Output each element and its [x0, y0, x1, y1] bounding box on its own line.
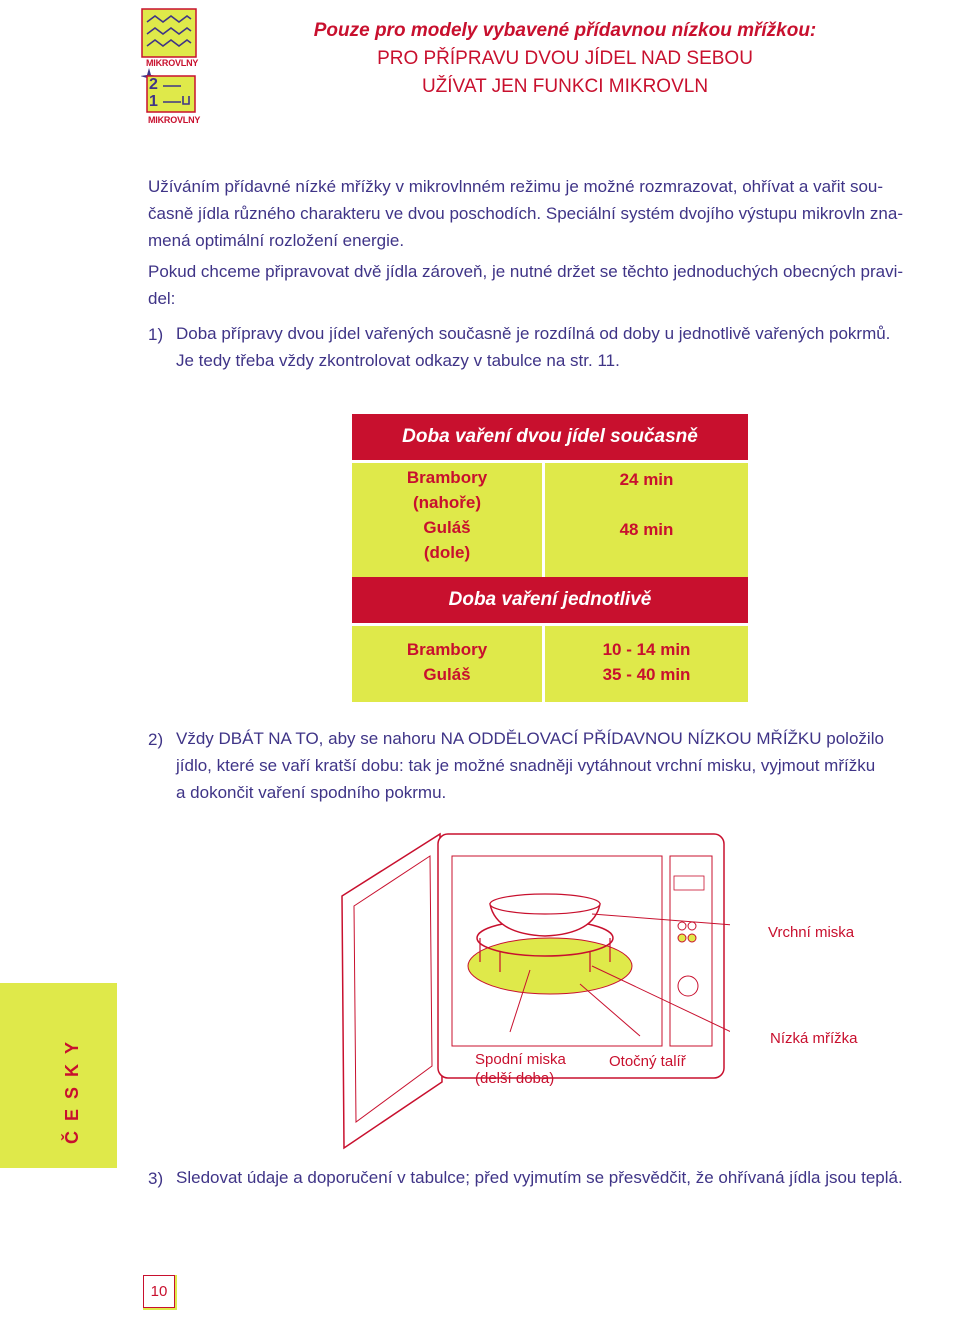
- table-cell-simultaneous-times: [545, 463, 748, 577]
- table-time: 48 min: [619, 520, 674, 539]
- item2-line3: a dokončit vaření spodního pokrmu.: [176, 783, 447, 802]
- page-number: 10: [143, 1275, 175, 1308]
- label-turntable: Otočný talíř: [609, 1053, 686, 1070]
- item3-number: 3): [148, 1169, 164, 1188]
- label-low-rack: Nízká mřížka: [770, 1030, 858, 1047]
- intro-line1: Užíváním přídavné nízké mřížky v mikrovlnném režimu je možné rozmrazovat, ohřívat a vařit sou-: [148, 177, 884, 196]
- item3-line1: Sledovat údaje a doporučení v tabulce; před vyjmutím se přesvědčit, že ohřívaná jídla jsou teplá.: [176, 1168, 903, 1187]
- two-level-mode-icon: [141, 66, 201, 130]
- icon-digit-1: 1: [149, 93, 158, 110]
- turntable: [468, 938, 632, 994]
- table-header-simultaneous: Doba vaření dvou jídel současně: [352, 414, 748, 460]
- label-bottom-bowl-line2: (delší doba): [475, 1070, 555, 1087]
- item1-line1: Doba přípravy dvou jídel vařených současně je rozdílná od doby u jednotlivě vařených pokrmů.: [176, 324, 891, 343]
- table-food: Brambory: [406, 468, 488, 487]
- icon-digit-2: 2: [149, 76, 158, 93]
- rules-paragraph: [148, 258, 954, 312]
- item3-text: [176, 1164, 956, 1191]
- table-food: Guláš: [423, 665, 471, 684]
- table-time: 35 - 40 min: [602, 665, 691, 684]
- label-top-bowl: Vrchní miska: [768, 924, 855, 941]
- header-title-line3: UŽÍVAT JEN FUNKCI MIKROVLN: [421, 76, 709, 97]
- rules-line2: del:: [148, 289, 176, 308]
- item1-line2: Je tedy třeba vždy zkontrolovat odkazy v tabulce na str. 11.: [176, 351, 620, 370]
- table-food: Brambory: [406, 640, 488, 659]
- item1-text: [176, 320, 956, 374]
- microwave-illustration: [330, 826, 730, 1156]
- icon-caption-top: MIKROVLNY: [146, 58, 199, 68]
- table-time: 24 min: [619, 470, 674, 489]
- header-title-line1: Pouze pro modely vybavené přídavnou nízkou mřížkou:: [313, 20, 817, 41]
- language-tab: [0, 983, 117, 1168]
- header-title-line2: PRO PŘÍPRAVU DVOU JÍDEL NAD SEBOU: [377, 48, 753, 69]
- table-header-single: Doba vaření jednotlivě: [352, 577, 748, 623]
- table-time: 10 - 14 min: [602, 640, 691, 659]
- label-bottom-bowl-line1: Spodní miska: [475, 1051, 566, 1068]
- intro-line2: časně jídla různého charakteru ve dvou poschodích. Speciální systém dvojího výstupu mikrovln zna-: [148, 204, 904, 223]
- icon-caption-bottom: MIKROVLNY: [148, 115, 201, 125]
- language-tab-label: ČESKY: [62, 1031, 82, 1144]
- item2-line1: Vždy DBÁT NA TO, aby se nahoru NA ODDĚLOVACÍ PŘÍDAVNOU NÍZKOU MŘÍŽKU položilo: [176, 729, 884, 748]
- intro-paragraph: [148, 173, 954, 254]
- rules-line1: Pokud chceme připravovat dvě jídla zároveň, je nutné držet se těchto jednoduchých obecných pravi-: [148, 262, 904, 281]
- table-food: (nahoře): [413, 493, 481, 512]
- item1-number: 1): [148, 325, 164, 344]
- table-cell-single-foods: [352, 626, 542, 702]
- item2-line2: jídlo, které se vaří kratší dobu: tak je možné snadněji vytáhnout vrchní misku, vyjmout mřížku: [176, 756, 876, 775]
- table-food: Guláš: [423, 518, 471, 537]
- table-cell-single-times: [545, 626, 748, 702]
- table-cell-simultaneous-foods: [352, 463, 542, 577]
- waves-icon: [141, 8, 197, 58]
- item2-text: [176, 725, 956, 806]
- table-food: (dole): [423, 543, 471, 562]
- item2-number: 2): [148, 730, 164, 749]
- intro-line3: mená optimální rozložení energie.: [148, 231, 405, 250]
- label-bottom-bowl: [475, 1050, 566, 1088]
- microwave-mode-icon: [141, 8, 197, 68]
